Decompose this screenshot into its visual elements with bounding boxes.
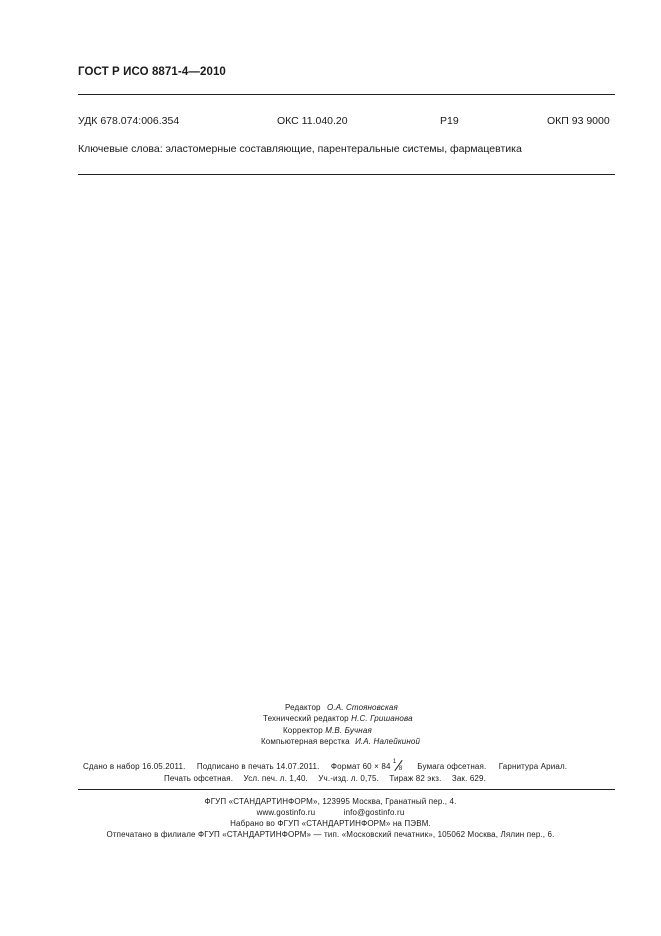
credit-name: М.В. Бучная xyxy=(325,726,372,735)
colophon-rule xyxy=(78,789,615,790)
credit-tech-editor xyxy=(263,714,413,723)
printed-at: Отпечатано в филиале ФГУП «СТАНДАРТИНФОРМ» — тип. «Московский печатник», 105062 Москва, Лялин пер., 6. xyxy=(106,830,555,839)
printing-method: Печать офсетная. xyxy=(164,774,234,783)
format-prefix: Формат 60 × 84 xyxy=(330,762,391,771)
credit-proofreader xyxy=(283,726,372,735)
credit-role: Технический редактор xyxy=(263,714,349,723)
publisher-email[interactable]: info@gostinfo.ru xyxy=(343,808,405,817)
format-denominator: 8 xyxy=(398,766,403,772)
udk-code: УДК 678.074:006.354 xyxy=(78,115,180,127)
print-info-line-2 xyxy=(164,774,486,783)
oks-code: ОКС 11.040.20 xyxy=(277,115,348,127)
paper-type: Бумага офсетная. xyxy=(417,762,487,771)
credit-editor xyxy=(285,703,398,712)
order-number: Зак. 629. xyxy=(451,774,486,783)
format xyxy=(330,759,407,772)
print-info-line-1 xyxy=(83,760,567,772)
publishing-sheets: Уч.-изд. л. 0,75. xyxy=(318,774,379,783)
keywords: Ключевые слова: эластомерные составляющие, парентеральные системы, фармацевтика xyxy=(78,143,522,155)
credit-layout xyxy=(261,737,420,746)
print-run: Тираж 82 экз. xyxy=(389,774,442,783)
typeface: Гарнитура Ариал. xyxy=(498,762,568,771)
group-code: Р19 xyxy=(440,115,459,127)
credit-name: О.А. Стояновская xyxy=(327,703,398,712)
publisher-contacts xyxy=(0,808,661,817)
format-numerator: 1 xyxy=(392,759,397,765)
signed-date: Подписано в печать 14.07.2011. xyxy=(196,762,320,771)
credit-name: И.А. Налейкиной xyxy=(355,737,421,746)
keywords-rule xyxy=(78,174,615,175)
sent-to-set: Сдано в набор 16.05.2011. xyxy=(83,762,186,771)
okp-code: ОКП 93 9000 xyxy=(547,115,610,127)
credit-role: Корректор xyxy=(283,726,323,735)
credit-role: Компьютерная верстка xyxy=(261,737,350,746)
publisher-address: ФГУП «СТАНДАРТИНФОРМ», 123995 Москва, Гранатный пер., 4. xyxy=(204,797,457,806)
credit-name: Н.С. Гришанова xyxy=(351,714,413,723)
publisher-website[interactable]: www.gostinfo.ru xyxy=(256,808,316,817)
format-fraction xyxy=(393,760,405,772)
typeset-info: Набрано во ФГУП «СТАНДАРТИНФОРМ» на ПЭВМ. xyxy=(230,819,431,828)
standard-title: ГОСТ Р ИСО 8871-4—2010 xyxy=(78,66,226,78)
header-rule xyxy=(78,94,615,95)
credit-role: Редактор xyxy=(285,703,321,712)
print-sheets: Усл. печ. л. 1,40. xyxy=(243,774,308,783)
